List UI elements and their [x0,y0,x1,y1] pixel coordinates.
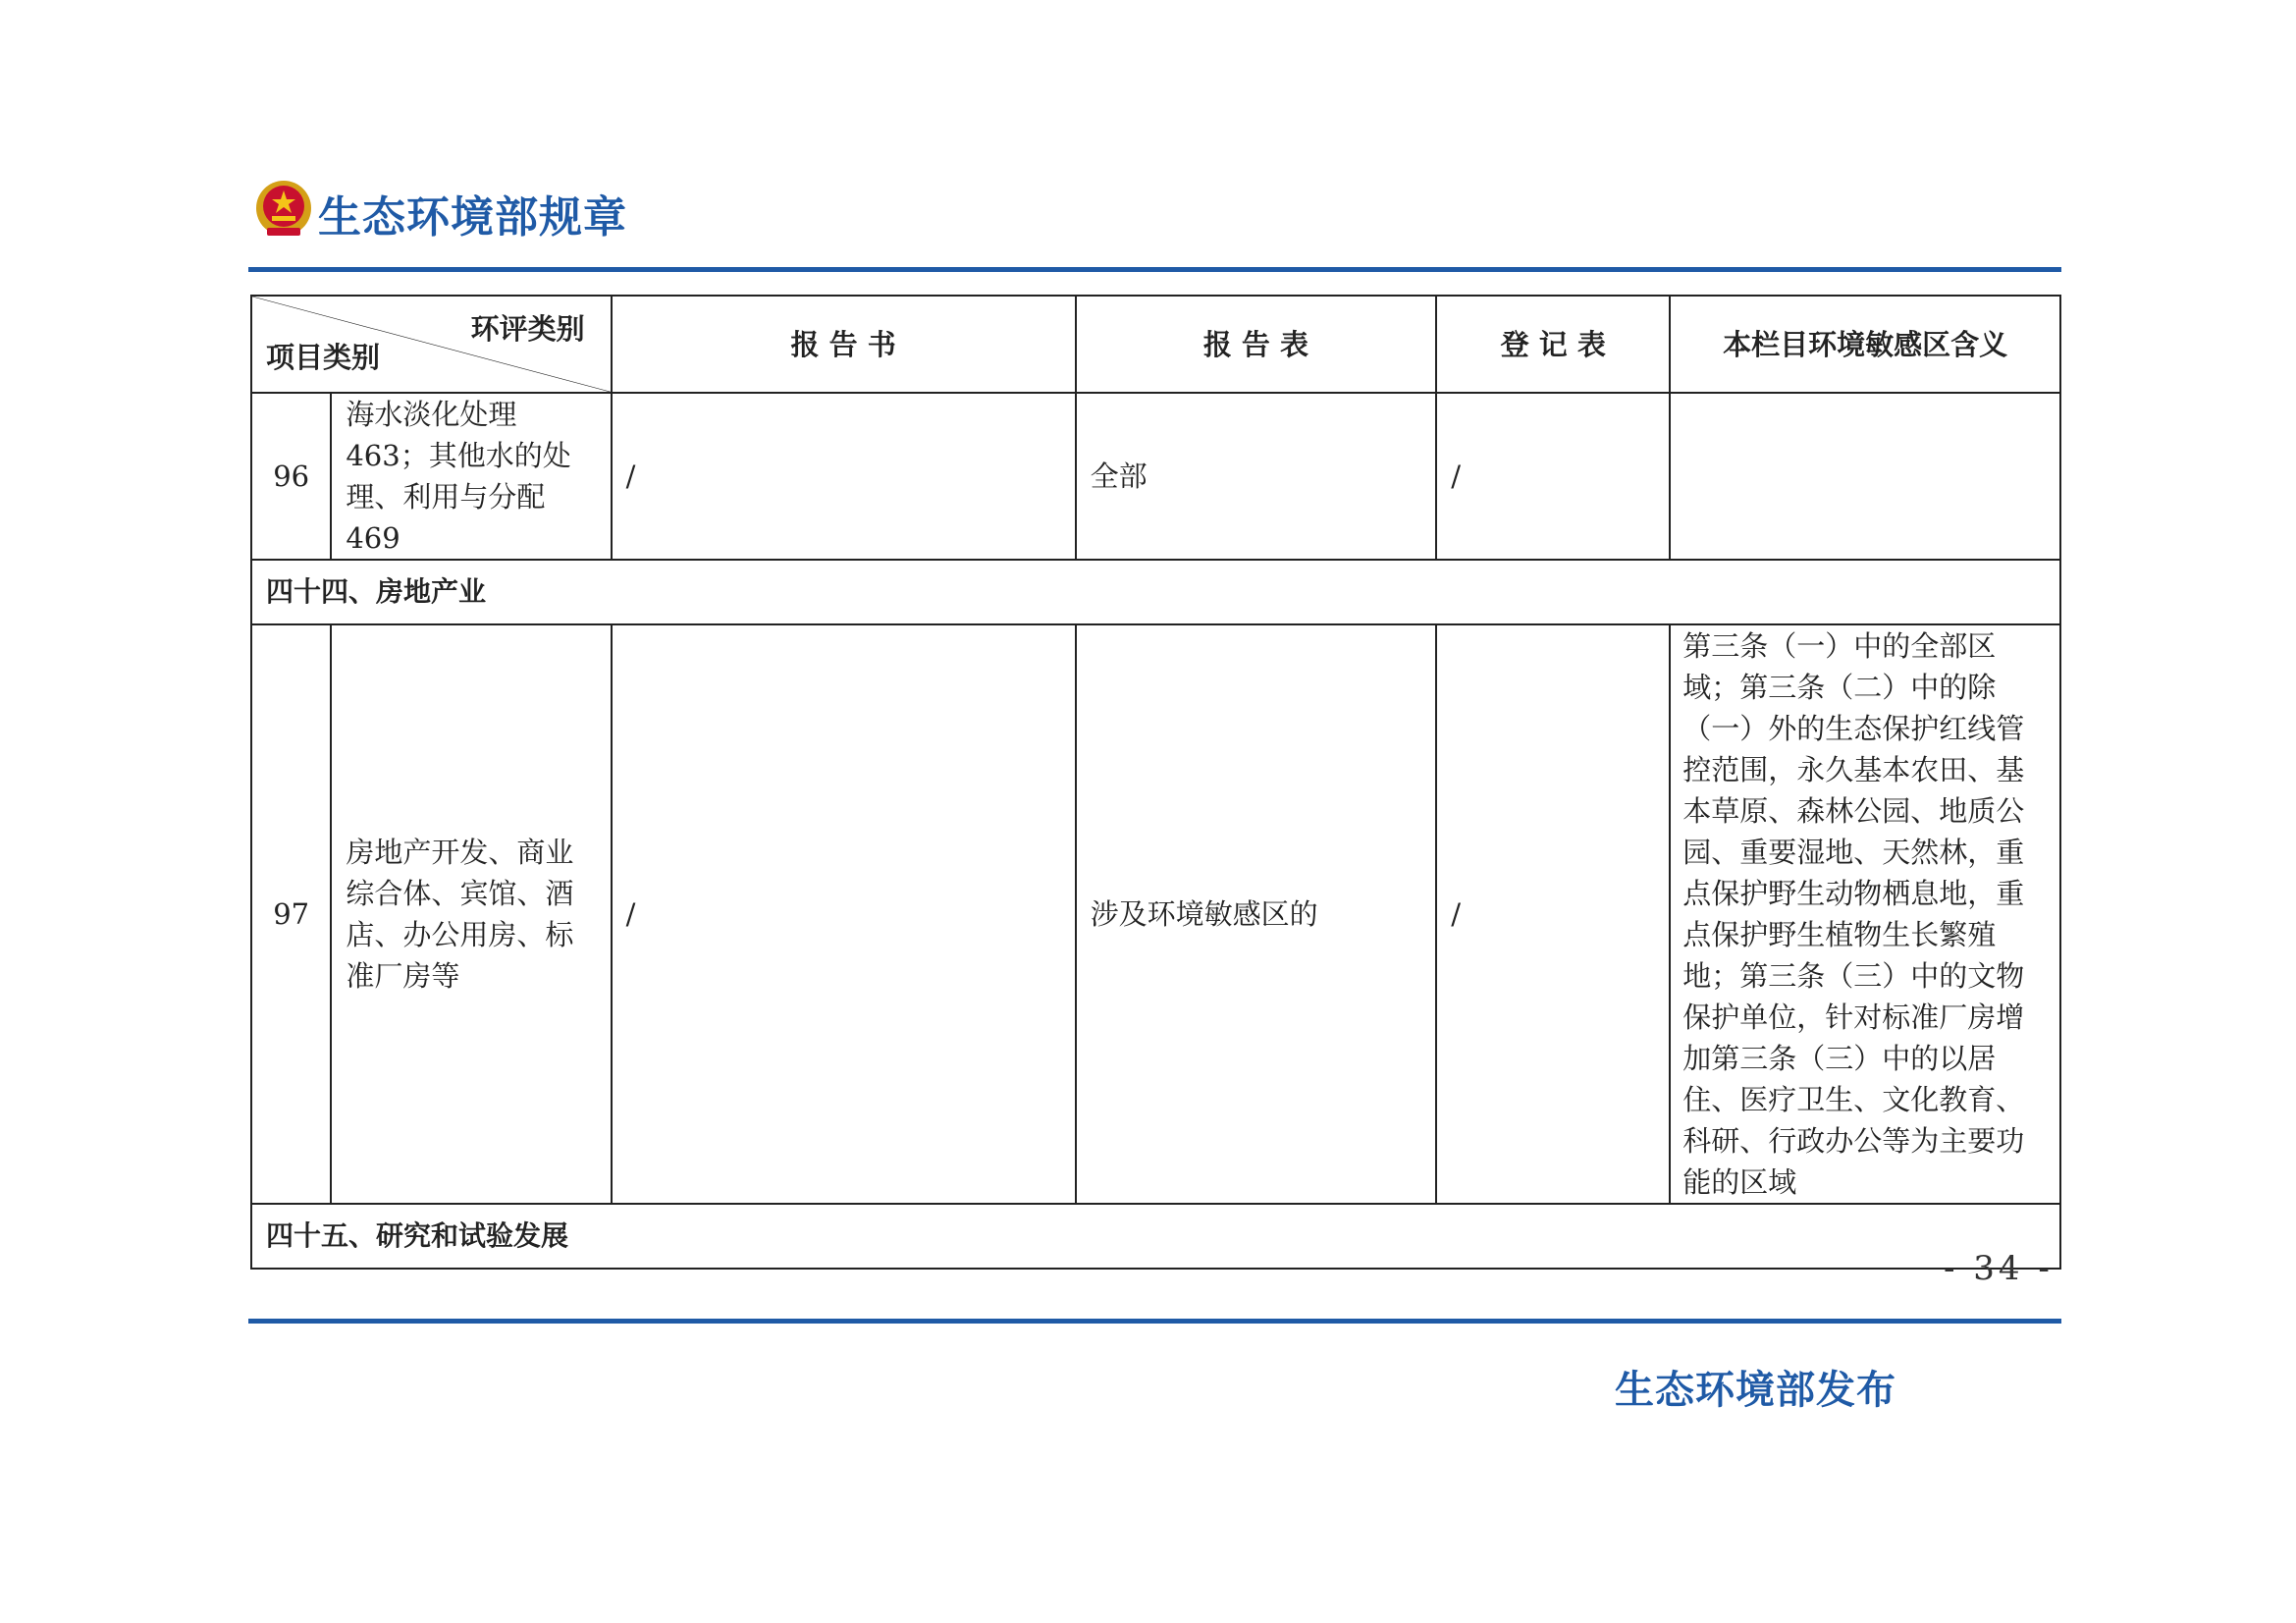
eia-category-label: 环评类别 [470,312,585,346]
diagonal-header-cell [251,296,612,393]
project-name: 海水淡化处理 463；其他水的处理、利用与分配 469 [331,393,611,560]
project-category-label: 项目类别 [266,341,381,374]
section-row [251,560,2060,624]
sensitive-area-meaning-cell [1670,393,2060,560]
col-header-registration: 登 记 表 [1436,296,1670,393]
report-book-cell: / [612,393,1076,560]
report-book-cell: / [612,624,1076,1204]
col-header-report-form: 报 告 表 [1076,296,1437,393]
section-title: 四十四、房地产业 [251,560,2060,624]
registration-cell: / [1436,624,1670,1204]
sensitive-area-meaning-cell: 第三条（一）中的全部区域；第三条（二）中的除（一）外的生态保护红线管控范围，永久基本农田、基本草原、森林公园、地质公园、重要湿地、天然林，重点保护野生动物栖息地，重点保护野生植物生长繁殖地；第三条（三）中的文物保护单位，针对标准厂房增加第三条（三）中的以居住、医疗卫生、文化教育、科研、行政办公等为主要功能的区域 [1670,624,2060,1204]
footer-publisher: 生态环境部发布 [1615,1368,1896,1413]
footer-divider [248,1319,2061,1324]
registration-cell: / [1436,393,1670,560]
table-row [251,624,2060,1204]
row-number: 97 [251,624,331,1204]
section-row [251,1204,2060,1269]
col-header-sensitive-area-meaning: 本栏目环境敏感区含义 [1670,296,2060,393]
section-title: 四十五、研究和试验发展 [251,1204,2060,1269]
project-name: 房地产开发、商业综合体、宾馆、酒店、办公用房、标准厂房等 [331,624,611,1204]
col-header-report-book: 报 告 书 [612,296,1076,393]
row-number: 96 [251,393,331,560]
table-row [251,393,2060,560]
eia-classification-table [250,295,2061,1270]
header-divider [248,267,2061,272]
report-form-cell: 全部 [1076,393,1437,560]
page-header-title: 生态环境部规章 [318,192,627,243]
page-number: - 34 - [1944,1249,2054,1288]
table-header-row [251,296,2060,393]
national-emblem-icon [253,179,314,242]
report-form-cell: 涉及环境敏感区的 [1076,624,1437,1204]
